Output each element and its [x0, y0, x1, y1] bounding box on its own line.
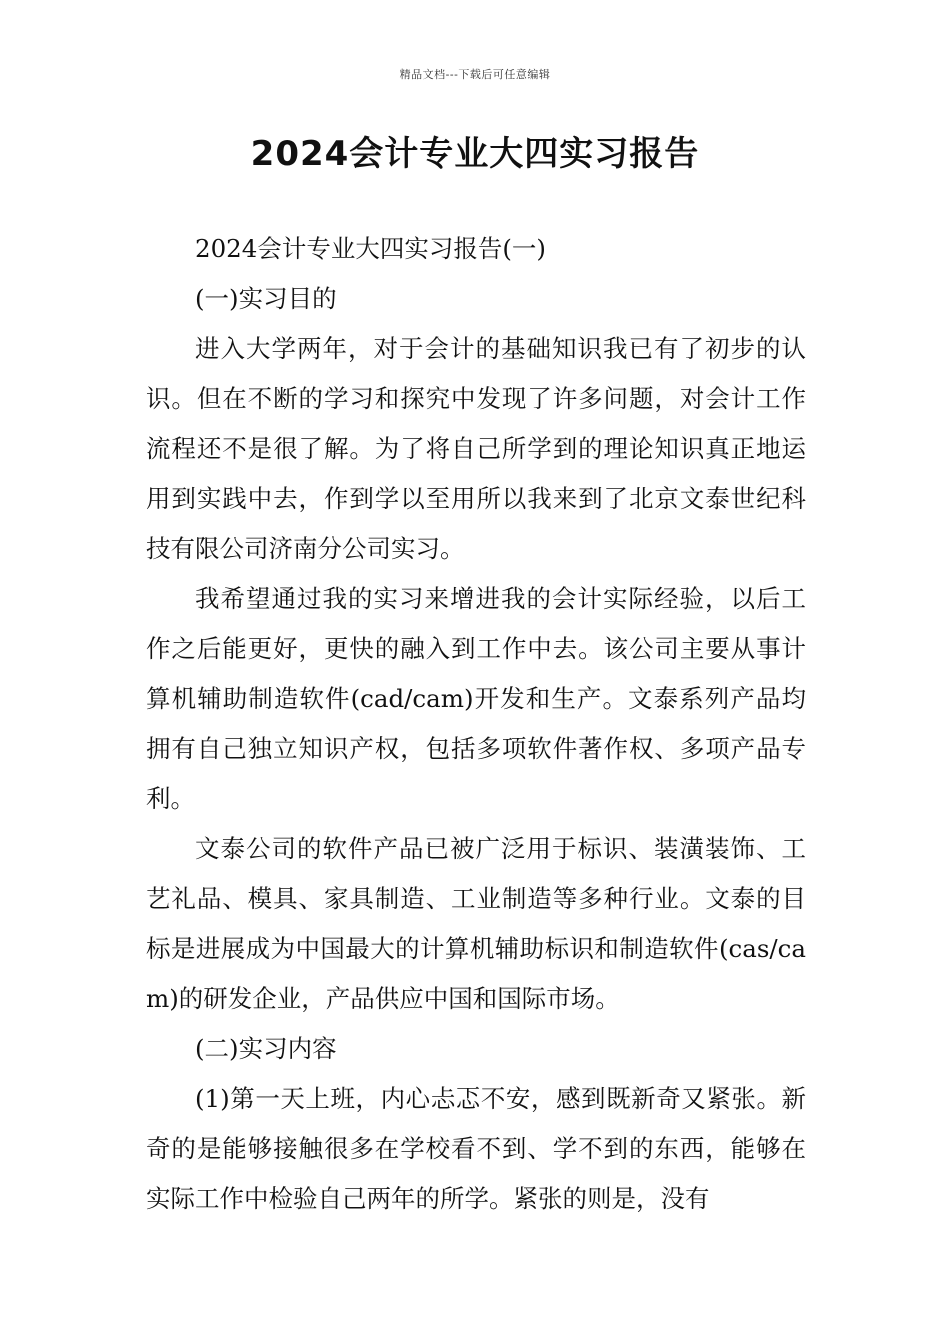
body-paragraph: 进入大学两年，对于会计的基础知识我已有了初步的认识。但在不断的学习和探究中发现了许多问题，对会计工作流程还不是很了解。为了将自己所学到的理论知识真正地运用到实践中去，作到学以至用所以我来到了北京文泰世纪科技有限公司济南分公司实习。 [146, 334, 806, 563]
document-body [146, 224, 806, 1224]
report-subtitle: 2024会计专业大四实习报告(一) [195, 234, 546, 263]
header-note: 精品文档---下载后可任意编辑 [399, 68, 551, 81]
section-heading-content: (二)实习内容 [195, 1034, 337, 1063]
body-paragraph: 文泰公司的软件产品已被广泛用于标识、装潢装饰、工艺礼品、模具、家具制造、工业制造等多种行业。文泰的目标是进展成为中国最大的计算机辅助标识和制造软件(cas/cam)的研发企业，产品供应中国和国际市场。 [146, 834, 806, 1013]
body-paragraph: (1)第一天上班，内心忐忑不安，感到既新奇又紧张。新奇的是能够接触很多在学校看不到、学不到的东西，能够在实际工作中检验自己两年的所学。紧张的则是，没有 [146, 1084, 806, 1213]
document-title: 2024会计专业大四实习报告 [250, 134, 700, 174]
body-paragraph: 我希望通过我的实习来增进我的会计实际经验，以后工作之后能更好，更快的融入到工作中去。该公司主要从事计算机辅助制造软件(cad/cam)开发和生产。文泰系列产品均拥有自己独立知识产权，包括多项软件著作权、多项产品专利。 [146, 584, 806, 813]
section-heading-purpose: (一)实习目的 [195, 284, 337, 313]
